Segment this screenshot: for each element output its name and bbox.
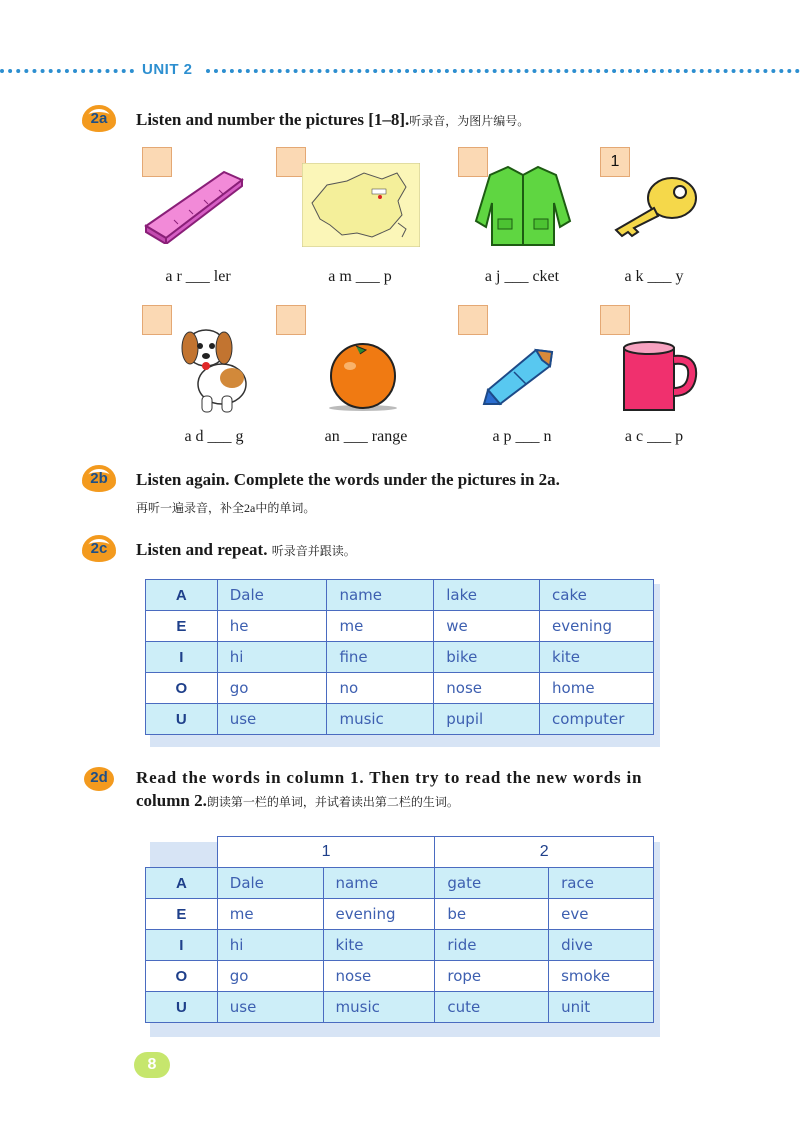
number-box-pen[interactable] (458, 305, 488, 335)
vowel-letter-cell: I (146, 930, 218, 961)
column-header-1: 1 (217, 837, 435, 868)
word-cell: name (327, 580, 434, 611)
number-box-key[interactable]: 1 (600, 147, 630, 177)
word-cell: home (540, 673, 654, 704)
word-pen: a p ___ n (492, 428, 552, 445)
number-box-cup[interactable] (600, 305, 630, 335)
table-2d-header-row (146, 837, 654, 868)
page-number: 8 (134, 1052, 170, 1078)
word-cell: be (435, 899, 549, 930)
number-box-orange[interactable] (276, 305, 306, 335)
orange-icon (326, 340, 400, 412)
heading-2d-en: column 2. (136, 791, 207, 810)
word-key: a k ___ y (624, 268, 684, 285)
vowel-letter-cell: O (146, 673, 218, 704)
vowel-table-2c (145, 579, 654, 735)
word-cell: hi (217, 930, 323, 961)
header-blank-cell (146, 837, 218, 868)
word-cell: no (327, 673, 434, 704)
table-row (146, 992, 654, 1023)
word-cell: bike (434, 642, 540, 673)
dog-icon (176, 320, 252, 416)
table-row (146, 704, 654, 735)
table-row (146, 930, 654, 961)
word-cell: he (217, 611, 327, 642)
heading-2a (136, 110, 529, 130)
dotted-rule-right (206, 69, 800, 73)
key-icon (608, 172, 698, 238)
number-box-dog[interactable] (142, 305, 172, 335)
badge-2c (78, 533, 120, 563)
word-cell: name (323, 868, 435, 899)
word-cell: race (549, 868, 654, 899)
word-cell: Dale (217, 580, 327, 611)
word-cell: kite (323, 930, 435, 961)
heading-2b: Listen again. Complete the words under the pictures in 2a. (136, 470, 560, 489)
table-row (146, 899, 654, 930)
word-cell: gate (435, 868, 549, 899)
word-cell: cute (435, 992, 549, 1023)
badge-label: 2d (90, 769, 108, 786)
unit-label: UNIT 2 (142, 61, 193, 78)
word-cell: hi (217, 642, 327, 673)
word-map: a m ___ p (328, 268, 392, 285)
ruler-icon (144, 168, 244, 244)
word-cell: fine (327, 642, 434, 673)
word-cell: me (327, 611, 434, 642)
table-row (146, 580, 654, 611)
unit-header (0, 58, 800, 84)
word-dog: a d ___ g (184, 428, 244, 445)
vowel-letter-cell: A (146, 868, 218, 899)
pen-icon (478, 342, 560, 408)
word-orange: an ___ range (324, 428, 408, 445)
vowel-letter-cell: U (146, 992, 218, 1023)
table-row (146, 611, 654, 642)
dotted-rule-left (0, 69, 134, 73)
word-cell: lake (434, 580, 540, 611)
vowel-letter-cell: A (146, 580, 218, 611)
word-cell: cake (540, 580, 654, 611)
vowel-table-2c-body (146, 580, 654, 735)
word-cell: dive (549, 930, 654, 961)
vowel-table-2d-body (146, 837, 654, 1023)
vowel-table-2d (145, 836, 654, 1023)
word-ruler: a r ___ ler (165, 268, 231, 285)
heading-2a-cn: 听录音，为图片编号。 (409, 114, 530, 128)
vowel-letter-cell: O (146, 961, 218, 992)
word-cell: evening (323, 899, 435, 930)
word-cell: go (217, 961, 323, 992)
word-cell: music (323, 992, 435, 1023)
badge-label: 2b (90, 470, 108, 487)
word-cell: nose (323, 961, 435, 992)
word-cell: rope (435, 961, 549, 992)
badge-label: 2a (90, 110, 108, 127)
badge-2b (78, 463, 120, 493)
word-cell: nose (434, 673, 540, 704)
cup-icon (620, 340, 698, 412)
table-row (146, 961, 654, 992)
heading-2c-cn: 听录音并跟读。 (271, 544, 356, 558)
word-cell: go (217, 673, 327, 704)
heading-2d-line1: Read the words in column 1. Then try to read the new words in (136, 768, 643, 787)
heading-2c-en: Listen and repeat. (136, 540, 268, 559)
vowel-letter-cell: E (146, 611, 218, 642)
column-header-2: 2 (435, 837, 654, 868)
table-row (146, 642, 654, 673)
word-cell: evening (540, 611, 654, 642)
vowel-letter-cell: U (146, 704, 218, 735)
word-cell: unit (549, 992, 654, 1023)
heading-2c (136, 540, 356, 560)
jacket-icon (470, 163, 576, 249)
heading-2d-line2 (136, 791, 459, 811)
table-row (146, 868, 654, 899)
word-cell: music (327, 704, 434, 735)
word-cell: me (217, 899, 323, 930)
badge-label: 2c (90, 540, 108, 557)
word-cell: eve (549, 899, 654, 930)
word-jacket: a j ___ cket (484, 268, 560, 285)
word-cell: we (434, 611, 540, 642)
badge-2d (78, 762, 120, 792)
vowel-letter-cell: I (146, 642, 218, 673)
table-row (146, 673, 654, 704)
word-cell: ride (435, 930, 549, 961)
map-icon (302, 163, 420, 247)
heading-2b-cn: 再听一遍录音，补全2a中的单词。 (136, 501, 316, 515)
word-cell: kite (540, 642, 654, 673)
vowel-letter-cell: E (146, 899, 218, 930)
heading-2a-en: Listen and number the pictures [1–8]. (136, 110, 410, 129)
heading-2d-cn: 朗读第一栏的单词，并试着读出第二栏的生词。 (206, 795, 459, 809)
badge-2a (78, 103, 120, 133)
word-cell: smoke (549, 961, 654, 992)
word-cup: a c ___ p (624, 428, 684, 445)
word-cell: computer (540, 704, 654, 735)
word-cell: pupil (434, 704, 540, 735)
word-cell: use (217, 992, 323, 1023)
word-cell: Dale (217, 868, 323, 899)
word-cell: use (217, 704, 327, 735)
